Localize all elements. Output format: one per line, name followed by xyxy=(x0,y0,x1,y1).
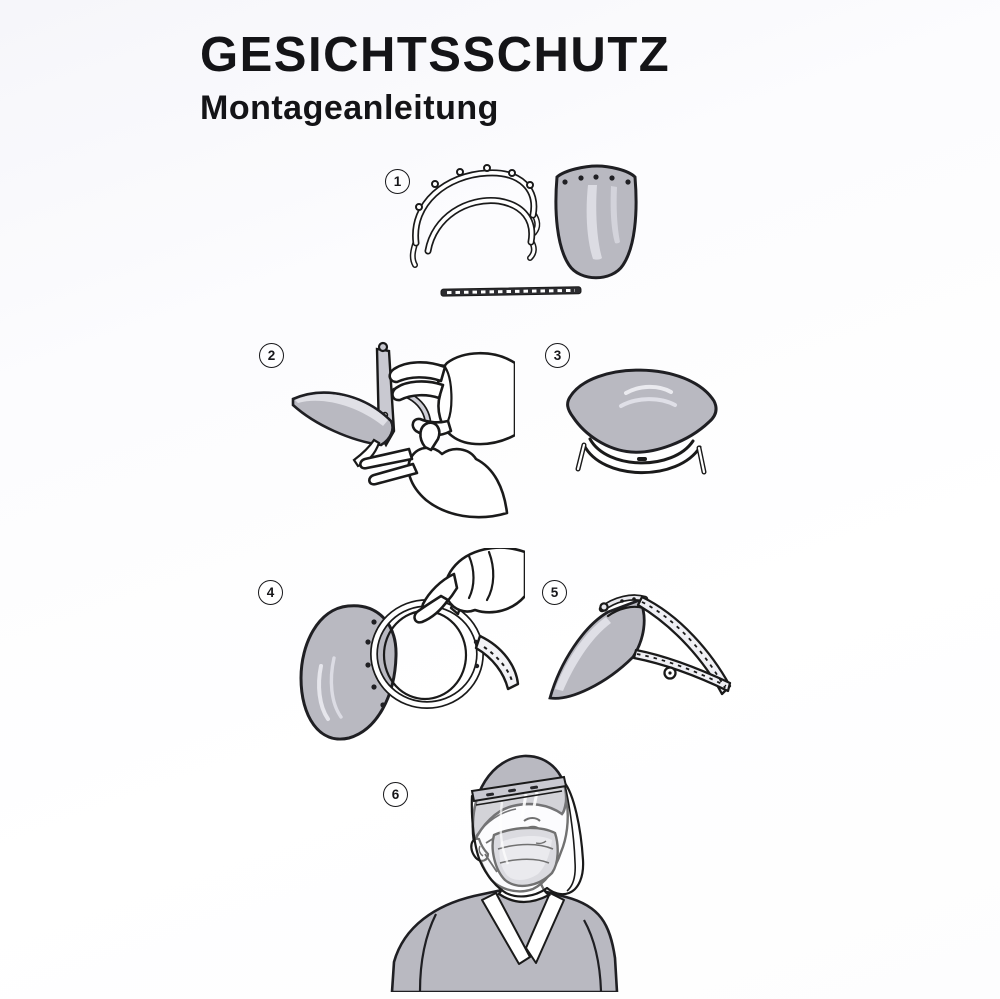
step-6 xyxy=(378,742,628,992)
step-6-wearing-illustration xyxy=(378,742,628,992)
step-6-number-badge: 6 xyxy=(383,782,408,807)
torso xyxy=(392,890,617,992)
step-1 xyxy=(375,155,665,305)
step-3 xyxy=(540,335,740,510)
step-5-assembled-illustration xyxy=(538,570,738,720)
step-4-number-badge: 4 xyxy=(258,580,283,605)
assembled-shield xyxy=(550,600,644,698)
page-subtitle: Montageanleitung xyxy=(200,89,499,128)
step-5 xyxy=(538,570,738,720)
step-2 xyxy=(255,335,515,520)
step-4-strap-attachment-illustration xyxy=(255,548,525,743)
step-4 xyxy=(255,548,525,743)
headband-part xyxy=(413,165,538,265)
step-3-number-badge: 3 xyxy=(545,343,570,368)
step-5-number-badge: 5 xyxy=(542,580,567,605)
step-1-parts-illustration xyxy=(375,155,665,305)
strap-loop xyxy=(634,597,730,694)
step-3-mounted-shield-illustration xyxy=(540,335,740,510)
hand xyxy=(415,548,525,622)
header xyxy=(200,30,670,127)
strap-part xyxy=(441,287,581,296)
step-1-number-badge: 1 xyxy=(385,169,410,194)
step-2-number-badge: 2 xyxy=(259,343,284,368)
step-2-assembly-illustration xyxy=(255,335,515,520)
shield-part xyxy=(556,166,636,278)
page-title: GESICHTSSCHUTZ xyxy=(200,28,671,82)
